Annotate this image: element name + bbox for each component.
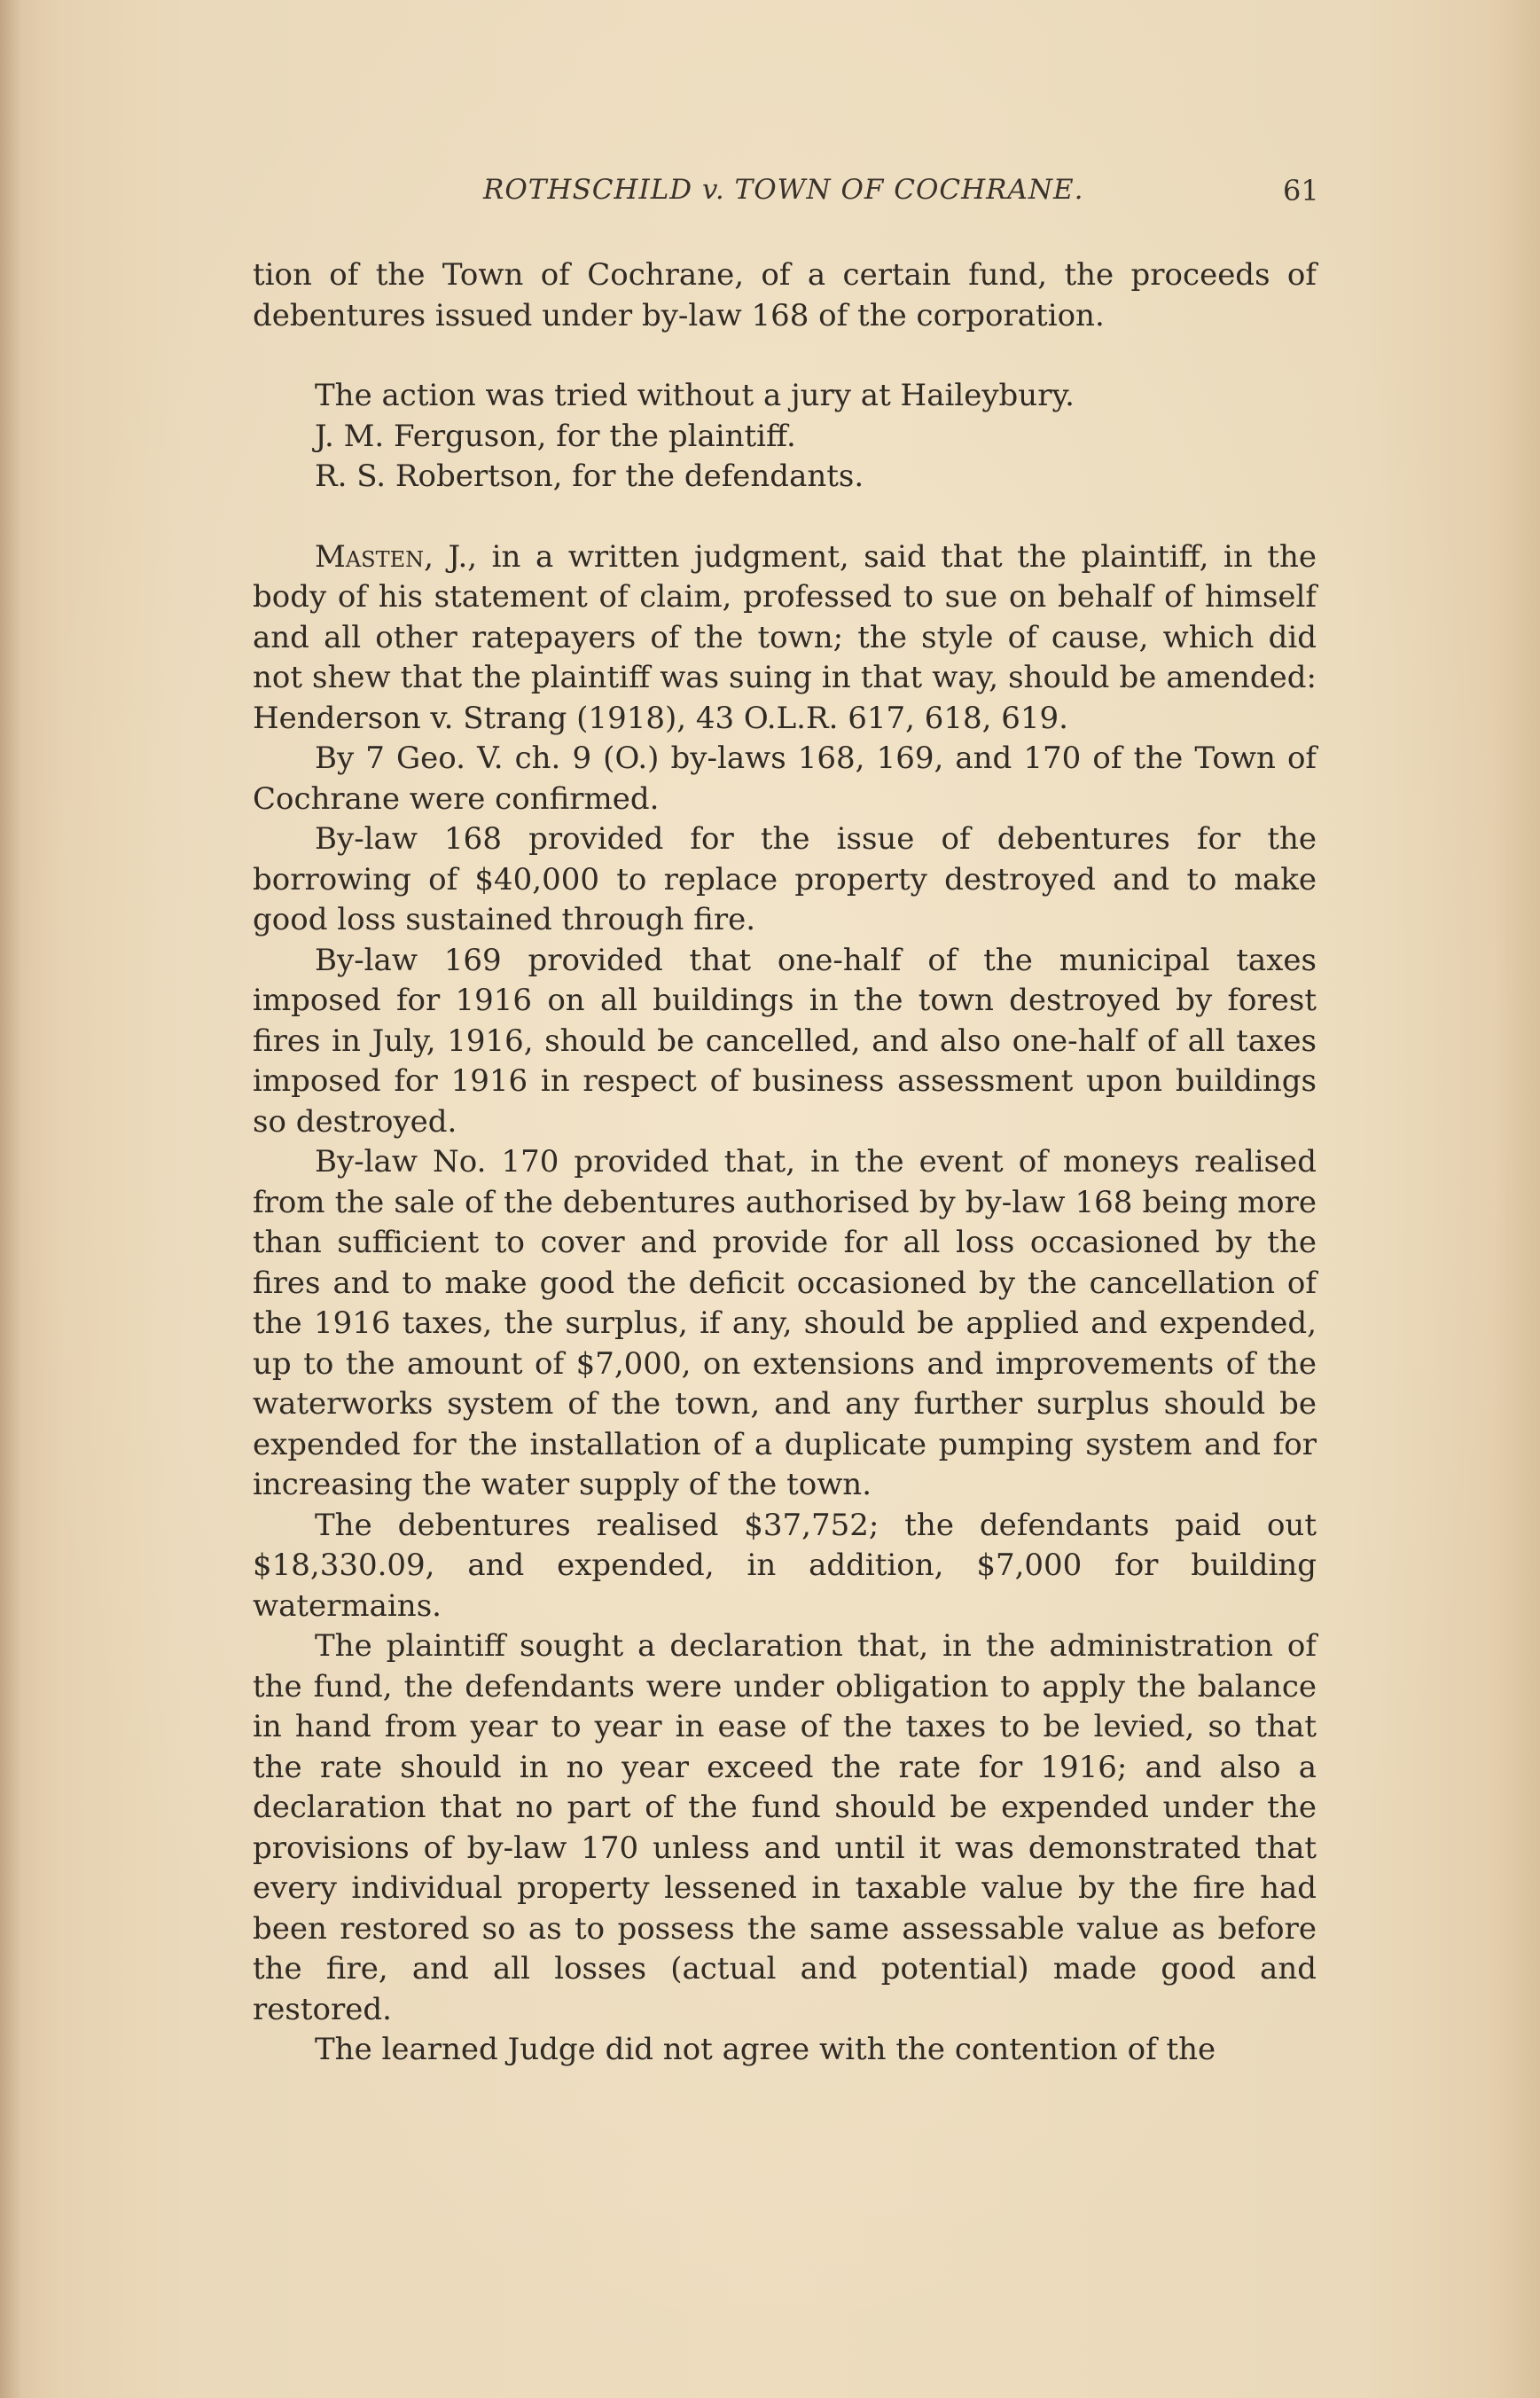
bylaw-170-paragraph: By-law No. 170 provided that, in the event of moneys realised from the sale of the debentures authorised by by-law 168 being more than sufficient to cover and provide for all loss occasioned by the fires and to make good the deficit occasioned by the cancellation of the 1916 taxes, the surplus, if any, should be applied and expended, up to the amount of $7,000, on extensions and improvements of the waterworks system of the town, and any further surplus should be expended for the installation of a duplicate pumping system and for increasing the water supply of the town. xyxy=(253,1144,1317,1502)
judge-name: Masten xyxy=(315,538,425,575)
bylaw-168-paragraph: By-law 168 provided for the issue of debentures for the borrowing of $40,000 to replace property destroyed and to make good loss sustained through fire. xyxy=(253,821,1317,937)
running-title: ROTHSCHILD v. TOWN OF COCHRANE. xyxy=(483,174,1084,206)
final-paragraph: The learned Judge did not agree with the contention of the xyxy=(315,2032,1216,2067)
bylaw-169-paragraph: By-law 169 provided that one-half of the municipal taxes imposed for 1916 on all buildings in the town destroyed by forest fires in July, 1916, should be cancelled, and also one-half of all taxes imposed for 1916 in respect of business assessment upon buildings so destroyed. xyxy=(253,942,1317,1140)
page-header xyxy=(0,174,1540,218)
plaintiff-counsel: J. M. Ferguson, for the plaintiff. xyxy=(315,418,796,454)
debentures-paragraph: The debentures realised $37,752; the defendants paid out $18,330.09, and expended, in addition, $7,000 for building watermains. xyxy=(253,1507,1317,1624)
intro-paragraph: tion of the Town of Cochrane, of a certain fund, the proceeds of debentures issued under by-law 168 of the corporation. xyxy=(253,257,1317,333)
judgment-text: , J., in a written judgment, said that the plaintiff, in the body of his statement of claim, professed to sue on behalf of himself and all other ratepayers of the town; the style of cause, which did not shew that the plaintiff was suing in that way, should be amended: Henderson v. Strang (1918), 43 O.L.R. 617, 618, 619. xyxy=(253,538,1317,736)
defendant-counsel: R. S. Robertson, for the defendants. xyxy=(315,458,864,494)
body-text xyxy=(253,255,1317,2071)
page-binding-shadow xyxy=(0,0,21,2398)
trial-line: The action was tried without a jury at Haileybury. xyxy=(315,378,1075,413)
judgment-paragraph xyxy=(253,537,1317,740)
declaration-paragraph: The plaintiff sought a declaration that, in the administration of the fund, the defendants were under obligation to apply the balance in hand from year to year in ease of the taxes to be levied, so that the rate should in no year exceed the rate for 1916; and also a declaration that no part of the fund should be expended under the provisions of by-law 170 unless and until it was demonstrated that every individual property lessened in taxable value by the fire had been restored so as to possess the same assessable value as before the fire, and all losses (actual and potential) made good and restored. xyxy=(253,1628,1317,2027)
page-number: 61 xyxy=(1283,174,1319,208)
confirmation-paragraph: By 7 Geo. V. ch. 9 (O.) by-laws 168, 169, and 170 of the Town of Cochrane were confirmed. xyxy=(253,741,1317,817)
